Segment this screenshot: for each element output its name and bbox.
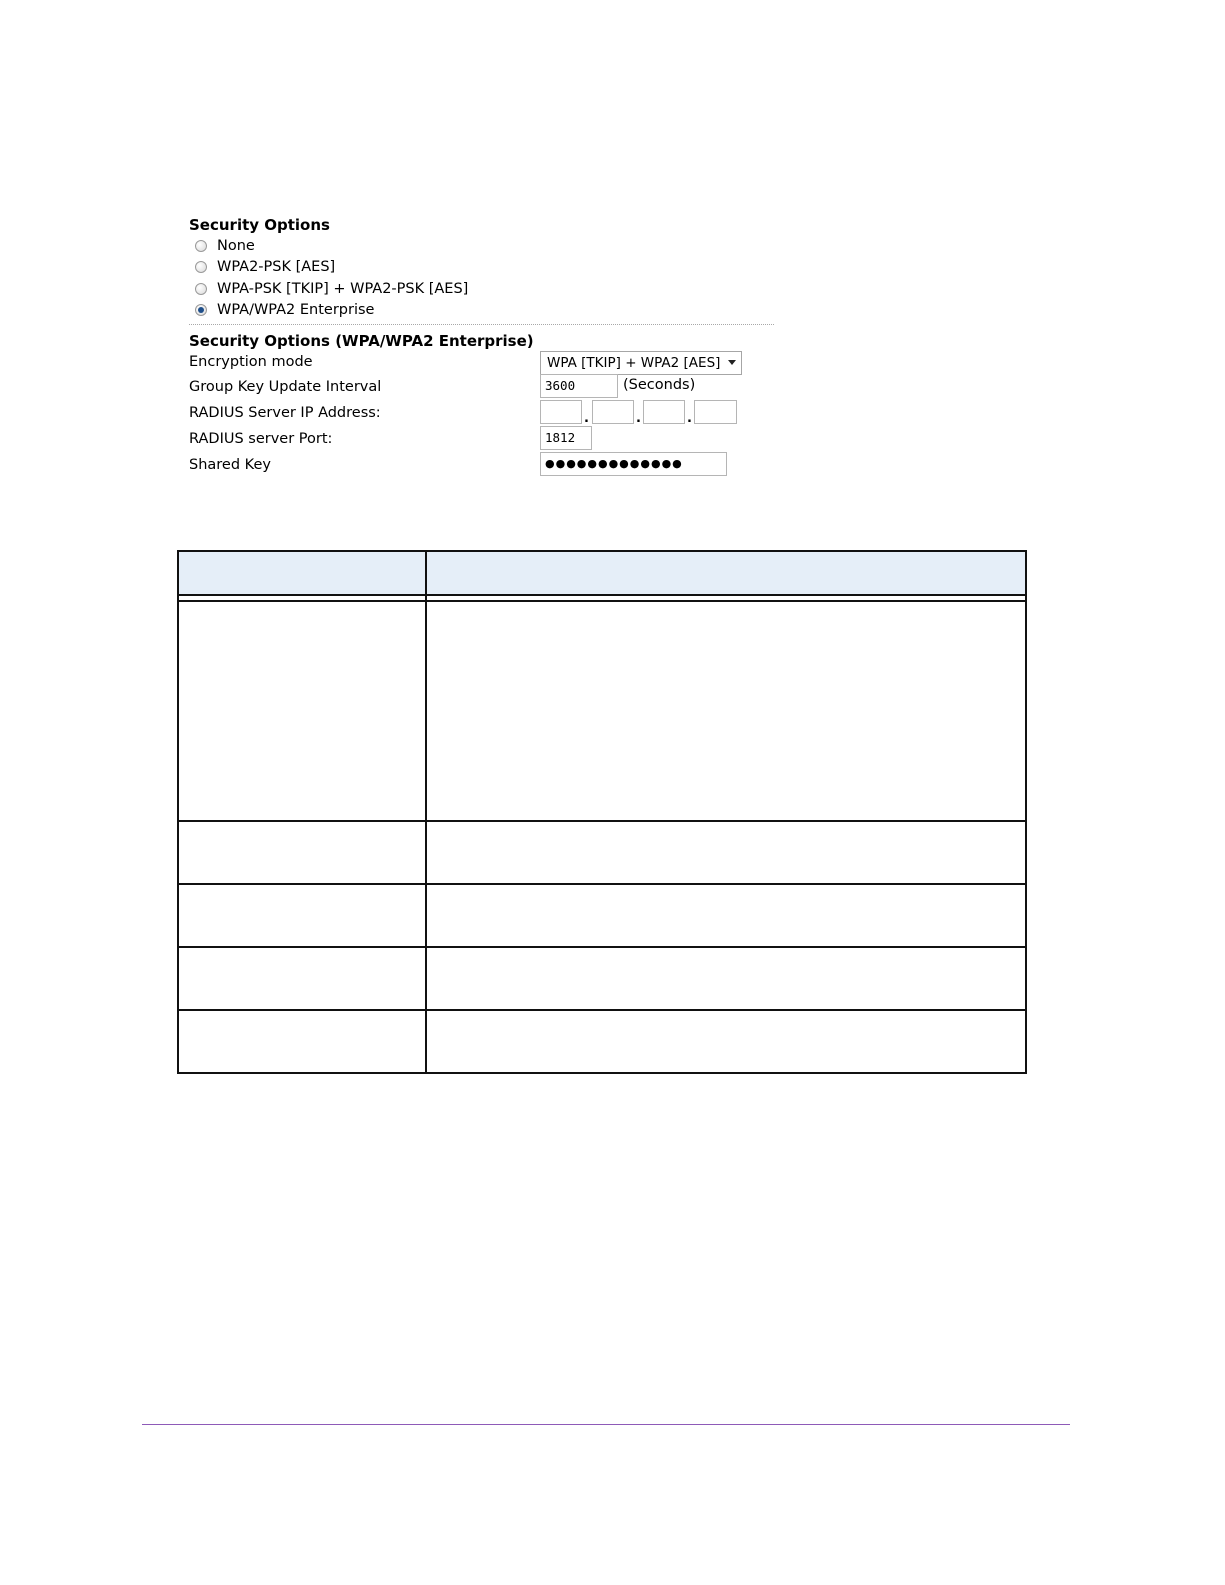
- radio-label: None: [217, 238, 255, 254]
- encryption-mode-value: WPA [TKIP] + WPA2 [AES]: [547, 355, 721, 371]
- table-row: [178, 821, 1026, 884]
- table-cell: [178, 821, 426, 884]
- table-cell: [426, 947, 1026, 1010]
- table-cell: [426, 821, 1026, 884]
- shared-key-masked-value: ●●●●●●●●●●●●●: [545, 457, 683, 470]
- radio-button-selected-icon[interactable]: [195, 304, 207, 316]
- radio-button-icon[interactable]: [195, 283, 207, 295]
- encryption-mode-label: Encryption mode: [189, 354, 313, 370]
- table-header-cell: [426, 551, 1026, 595]
- footer-divider: [142, 1424, 1070, 1425]
- radius-ip-octet-3-input[interactable]: [643, 400, 685, 424]
- radio-label: WPA/WPA2 Enterprise: [217, 302, 375, 318]
- radio-none[interactable]: [195, 236, 255, 256]
- radius-ip-octet-4-input[interactable]: [694, 400, 737, 424]
- group-key-interval-value: 3600: [545, 378, 576, 393]
- table-row: [178, 947, 1026, 1010]
- table-cell: [178, 1010, 426, 1073]
- enterprise-options-title: Security Options (WPA/WPA2 Enterprise): [189, 332, 534, 350]
- radius-ip-label: RADIUS Server IP Address:: [189, 405, 381, 421]
- shared-key-input[interactable]: [540, 452, 727, 476]
- radio-button-icon[interactable]: [195, 261, 207, 273]
- settings-description-table: [177, 550, 1027, 1074]
- table-cell: [178, 947, 426, 1010]
- shared-key-label: Shared Key: [189, 457, 271, 473]
- table-row: [178, 1010, 1026, 1073]
- table-header-row: [178, 551, 1026, 595]
- radius-ip-octet-2-input[interactable]: [592, 400, 634, 424]
- radio-wpa2-psk-aes[interactable]: [195, 257, 335, 277]
- dotted-separator: [189, 324, 774, 325]
- group-key-interval-input[interactable]: [540, 374, 618, 398]
- encryption-mode-select[interactable]: [540, 351, 742, 375]
- radius-port-value: 1812: [545, 430, 576, 445]
- ip-separator-dot: .: [584, 411, 589, 426]
- table-cell: [426, 1010, 1026, 1073]
- ip-separator-dot: .: [687, 411, 692, 426]
- table-header-cell: [178, 551, 426, 595]
- dropdown-arrow-icon[interactable]: [728, 360, 736, 365]
- security-options-title: Security Options: [189, 216, 330, 234]
- table-cell: [426, 884, 1026, 947]
- radius-ip-octet-1-input[interactable]: [540, 400, 582, 424]
- table-cell: [178, 601, 426, 821]
- radio-wpa-wpa2-enterprise[interactable]: [195, 300, 374, 320]
- table-cell: [178, 884, 426, 947]
- radio-button-icon[interactable]: [195, 240, 207, 252]
- radius-port-input[interactable]: [540, 426, 592, 450]
- radio-label: WPA-PSK [TKIP] + WPA2-PSK [AES]: [217, 281, 469, 297]
- radio-label: WPA2-PSK [AES]: [217, 259, 336, 275]
- radio-wpa-psk-tkip-wpa2-psk-aes[interactable]: [195, 279, 468, 299]
- group-key-interval-unit: (Seconds): [623, 377, 696, 393]
- ip-separator-dot: .: [636, 411, 641, 426]
- table-cell: [426, 601, 1026, 821]
- table-row: [178, 884, 1026, 947]
- group-key-interval-label: Group Key Update Interval: [189, 379, 382, 395]
- table-row: [178, 601, 1026, 821]
- radius-port-label: RADIUS server Port:: [189, 431, 333, 447]
